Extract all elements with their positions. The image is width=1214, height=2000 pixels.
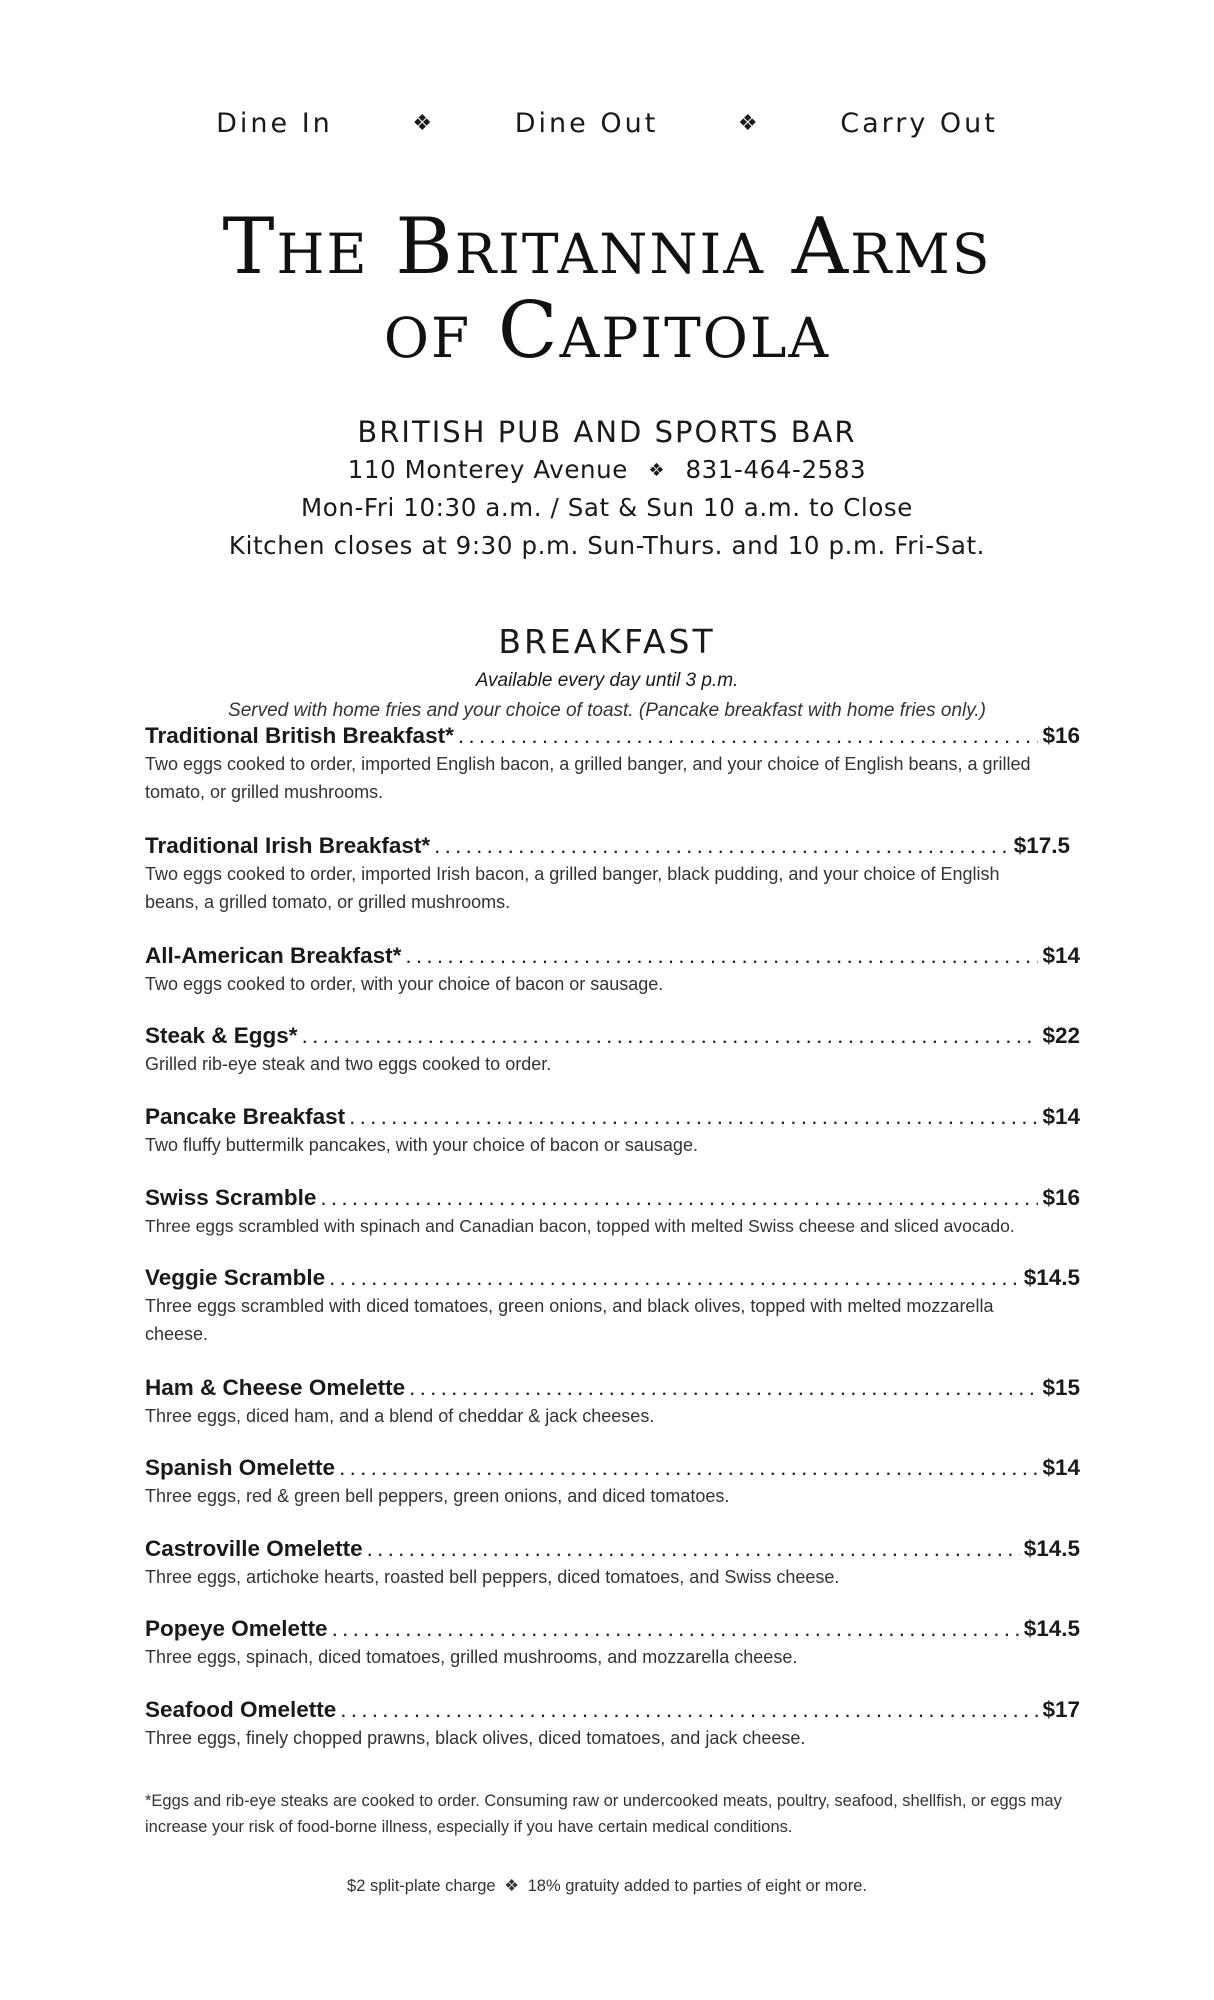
menu-item bbox=[145, 1103, 1080, 1159]
footer-charges bbox=[0, 1876, 1214, 1896]
phone-number: 831-464-2583 bbox=[685, 455, 867, 484]
split-plate-charge: $2 split-plate charge bbox=[347, 1877, 496, 1895]
dot-leader bbox=[367, 1535, 1020, 1563]
menu-item bbox=[145, 1264, 1080, 1348]
restaurant-name bbox=[0, 202, 1214, 376]
item-description: Three eggs, diced ham, and a blend of cheddar & jack cheeses. bbox=[145, 1406, 655, 1426]
dot-leader bbox=[339, 1454, 1038, 1482]
item-name: Traditional British Breakfast* bbox=[145, 723, 454, 748]
diamond-separator-icon: ❖ bbox=[412, 111, 436, 136]
menu-item bbox=[145, 1454, 1080, 1510]
dot-leader bbox=[340, 1696, 1038, 1724]
diamond-separator-icon: ❖ bbox=[737, 111, 761, 136]
dine-in-label: Dine In bbox=[216, 108, 333, 139]
item-description: Three eggs scrambled with spinach and Canadian bacon, topped with melted Swiss cheese and sliced avocado. bbox=[145, 1216, 1015, 1236]
menu-item bbox=[145, 832, 1080, 916]
dine-out-label: Dine Out bbox=[514, 108, 659, 139]
item-name: Spanish Omelette bbox=[145, 1455, 336, 1480]
address: 110 Monterey Avenue bbox=[347, 455, 628, 484]
item-description: Two fluffy buttermilk pancakes, with your choice of bacon or sausage. bbox=[145, 1135, 698, 1155]
item-description: Three eggs, spinach, diced tomatoes, grilled mushrooms, and mozzarella cheese. bbox=[145, 1647, 798, 1667]
item-price: $17 bbox=[1042, 1697, 1080, 1722]
item-description: Three eggs, artichoke hearts, roasted bell peppers, diced tomatoes, and Swiss cheese. bbox=[145, 1567, 840, 1587]
item-price: $17.5 bbox=[1013, 833, 1070, 858]
dot-leader bbox=[320, 1184, 1038, 1212]
item-price: $14 bbox=[1042, 1455, 1080, 1480]
dot-leader bbox=[329, 1264, 1020, 1292]
menu-item bbox=[145, 1374, 1080, 1430]
item-name: Veggie Scramble bbox=[145, 1265, 326, 1290]
section-availability: Available every day until 3 p.m. bbox=[475, 670, 739, 691]
opening-hours: Mon-Fri 10:30 a.m. / Sat & Sun 10 a.m. to Close bbox=[301, 493, 913, 522]
item-description: Two eggs cooked to order, with your choice of bacon or sausage. bbox=[145, 974, 664, 994]
menu-item bbox=[145, 942, 1080, 998]
diamond-separator-icon: ❖ bbox=[648, 460, 666, 481]
diamond-separator-icon: ❖ bbox=[504, 1877, 519, 1895]
health-advisory-footnote: *Eggs and rib-eye steaks are cooked to order. Consuming raw or undercooked meats, poultry, seafood, shellfish, or eggs may increase your risk of food-borne illness, especially if you have certain medical conditions. bbox=[145, 1792, 1062, 1836]
menu-item bbox=[145, 1615, 1080, 1671]
item-name: All-American Breakfast* bbox=[145, 943, 402, 968]
dot-leader bbox=[349, 1103, 1038, 1131]
item-name: Steak & Eggs* bbox=[145, 1023, 298, 1048]
item-name: Ham & Cheese Omelette bbox=[145, 1375, 406, 1400]
item-price: $15 bbox=[1042, 1375, 1080, 1400]
dot-leader bbox=[458, 722, 1039, 750]
dot-leader bbox=[332, 1615, 1020, 1643]
dot-leader bbox=[434, 832, 1010, 860]
item-description: Three eggs, red & green bell peppers, green onions, and diced tomatoes. bbox=[145, 1486, 730, 1506]
item-price: $22 bbox=[1042, 1023, 1080, 1048]
item-price: $14.5 bbox=[1023, 1616, 1080, 1641]
item-price: $14.5 bbox=[1023, 1265, 1080, 1290]
item-name: Traditional Irish Breakfast* bbox=[145, 833, 431, 858]
carry-out-label: Carry Out bbox=[840, 108, 998, 139]
address-phone-line bbox=[0, 455, 1214, 484]
item-price: $14 bbox=[1042, 943, 1080, 968]
item-price: $16 bbox=[1042, 1185, 1080, 1210]
dot-leader bbox=[302, 1022, 1039, 1050]
menu-item bbox=[145, 722, 1080, 806]
item-price: $14.5 bbox=[1023, 1536, 1080, 1561]
item-price: $16 bbox=[1042, 723, 1080, 748]
menu-item bbox=[145, 1696, 1080, 1752]
menu-item bbox=[145, 1184, 1080, 1240]
item-description: Two eggs cooked to order, imported English bacon, a grilled banger, and your choice of English beans, a grilled tomato, or grilled mushrooms. bbox=[145, 754, 1031, 802]
menu-item bbox=[145, 1535, 1080, 1591]
item-name: Castroville Omelette bbox=[145, 1536, 363, 1561]
item-name: Seafood Omelette bbox=[145, 1697, 337, 1722]
kitchen-hours: Kitchen closes at 9:30 p.m. Sun-Thurs. and 10 p.m. Fri-Sat. bbox=[228, 531, 986, 560]
title-line-1: The Britannia Arms bbox=[222, 202, 992, 292]
item-name: Popeye Omelette bbox=[145, 1616, 328, 1641]
item-description: Three eggs, finely chopped prawns, black olives, diced tomatoes, and jack cheese. bbox=[145, 1728, 806, 1748]
item-name: Pancake Breakfast bbox=[145, 1104, 346, 1129]
section-served-note: Served with home fries and your choice of toast. (Pancake breakfast with home fries only.) bbox=[228, 700, 986, 721]
menu-item bbox=[145, 1022, 1080, 1078]
item-price: $14 bbox=[1042, 1104, 1080, 1129]
item-description: Grilled rib-eye steak and two eggs cooked to order. bbox=[145, 1054, 552, 1074]
item-name: Swiss Scramble bbox=[145, 1185, 317, 1210]
dot-leader bbox=[405, 942, 1038, 970]
restaurant-subtitle: BRITISH PUB AND SPORTS BAR bbox=[357, 415, 857, 449]
service-options bbox=[0, 108, 1214, 139]
item-description: Two eggs cooked to order, imported Irish bacon, a grilled banger, black pudding, and your choice of English beans, a grilled tomato, or grilled mushrooms. bbox=[145, 864, 1000, 912]
title-line-2: of Capitola bbox=[383, 286, 831, 376]
section-title: BREAKFAST bbox=[498, 622, 716, 661]
dot-leader bbox=[409, 1374, 1038, 1402]
gratuity-note: 18% gratuity added to parties of eight or more. bbox=[527, 1877, 867, 1895]
item-description: Three eggs scrambled with diced tomatoes, green onions, and black olives, topped with melted mozzarella cheese. bbox=[145, 1296, 994, 1344]
